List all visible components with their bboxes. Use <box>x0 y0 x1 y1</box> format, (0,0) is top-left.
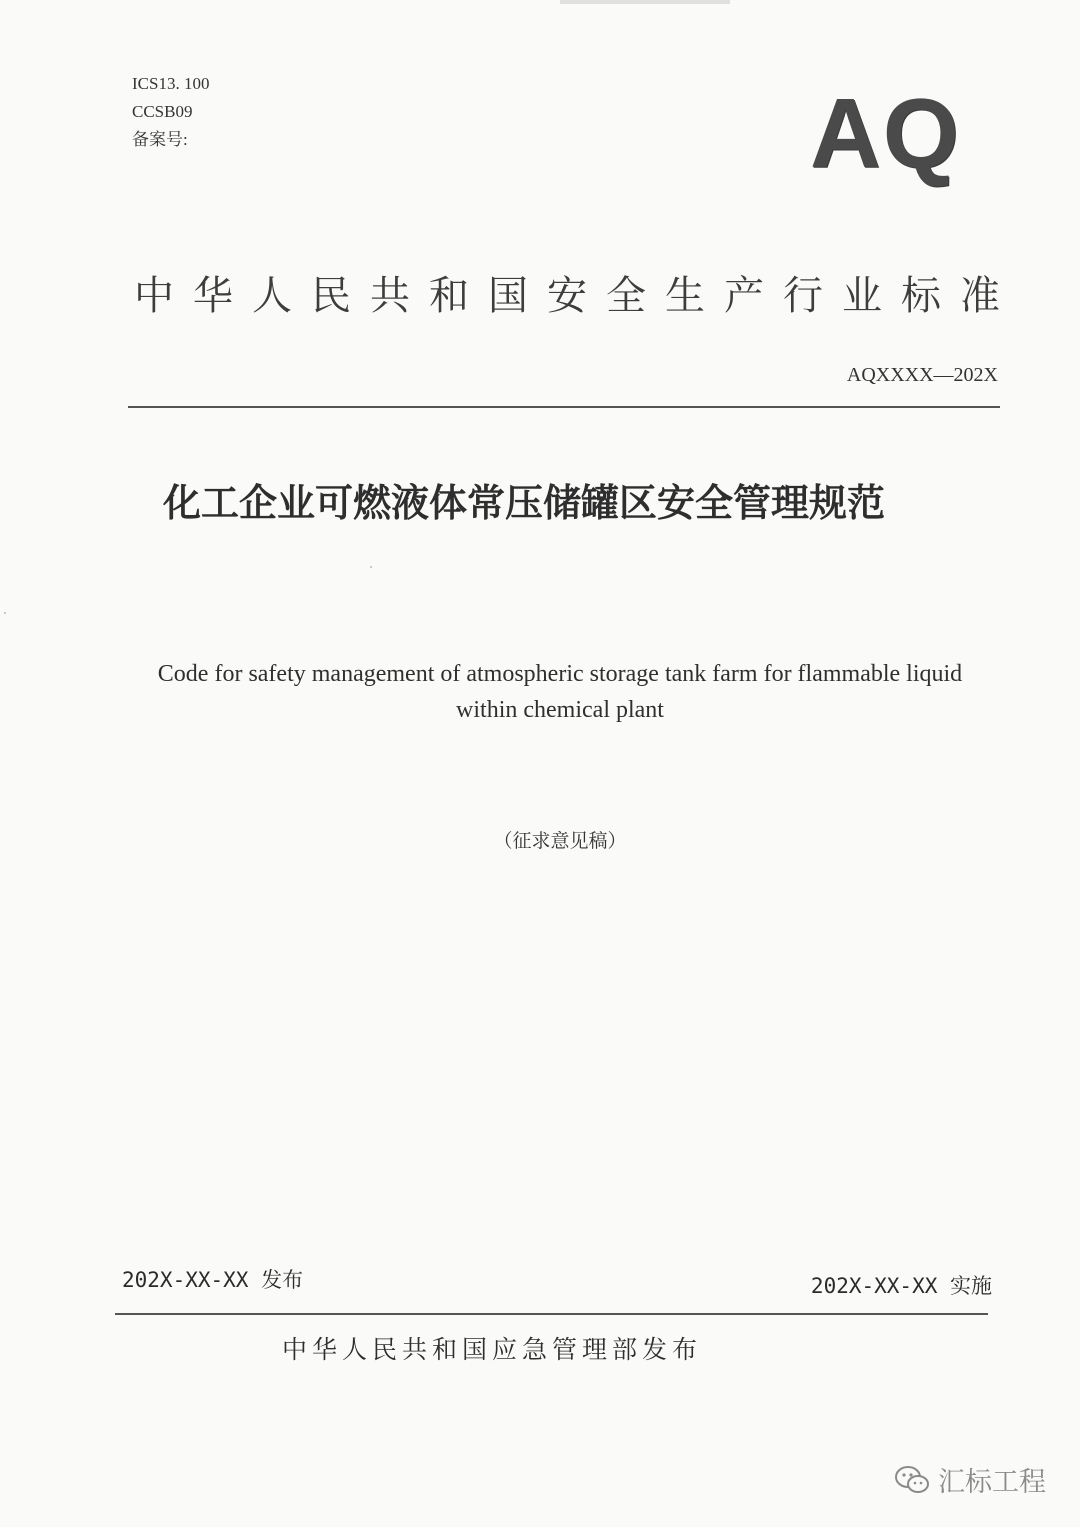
document-title-en-line2: within chemical plant <box>456 697 664 723</box>
record-number: 备案号: <box>132 130 188 149</box>
release-date: 202X-XX-XX 发布 <box>122 1268 304 1292</box>
wechat-icon <box>894 1465 930 1495</box>
aq-logo: AQ <box>810 78 961 188</box>
document-title-en-line1: Code for safety management of atmospheric storage tank farm for flammable liquid <box>157 661 963 687</box>
draft-status: （征求意见稿） <box>493 830 627 852</box>
document-title-en <box>100 656 1020 728</box>
top-divider <box>128 406 1000 408</box>
standard-category: 中华人民共和国安全生产行业标准 <box>134 273 1019 319</box>
ics-code: ICS13. 100 <box>132 74 210 93</box>
classification-block <box>132 70 209 154</box>
ccs-code: CCSB09 <box>132 102 193 121</box>
watermark <box>894 1460 1046 1499</box>
scan-mark <box>560 0 730 4</box>
scan-speck <box>370 566 372 568</box>
publisher: 中华人民共和国应急管理部发布 <box>282 1335 703 1364</box>
bottom-divider <box>115 1313 988 1315</box>
scan-speck <box>4 612 6 614</box>
standard-number: AQXXXX—202X <box>846 364 998 386</box>
document-title-zh: 化工企业可燃液体常压储罐区安全管理规范 <box>163 481 886 525</box>
effective-date: 202X-XX-XX 实施 <box>810 1274 992 1298</box>
watermark-text: 汇标工程 <box>938 1467 1046 1498</box>
